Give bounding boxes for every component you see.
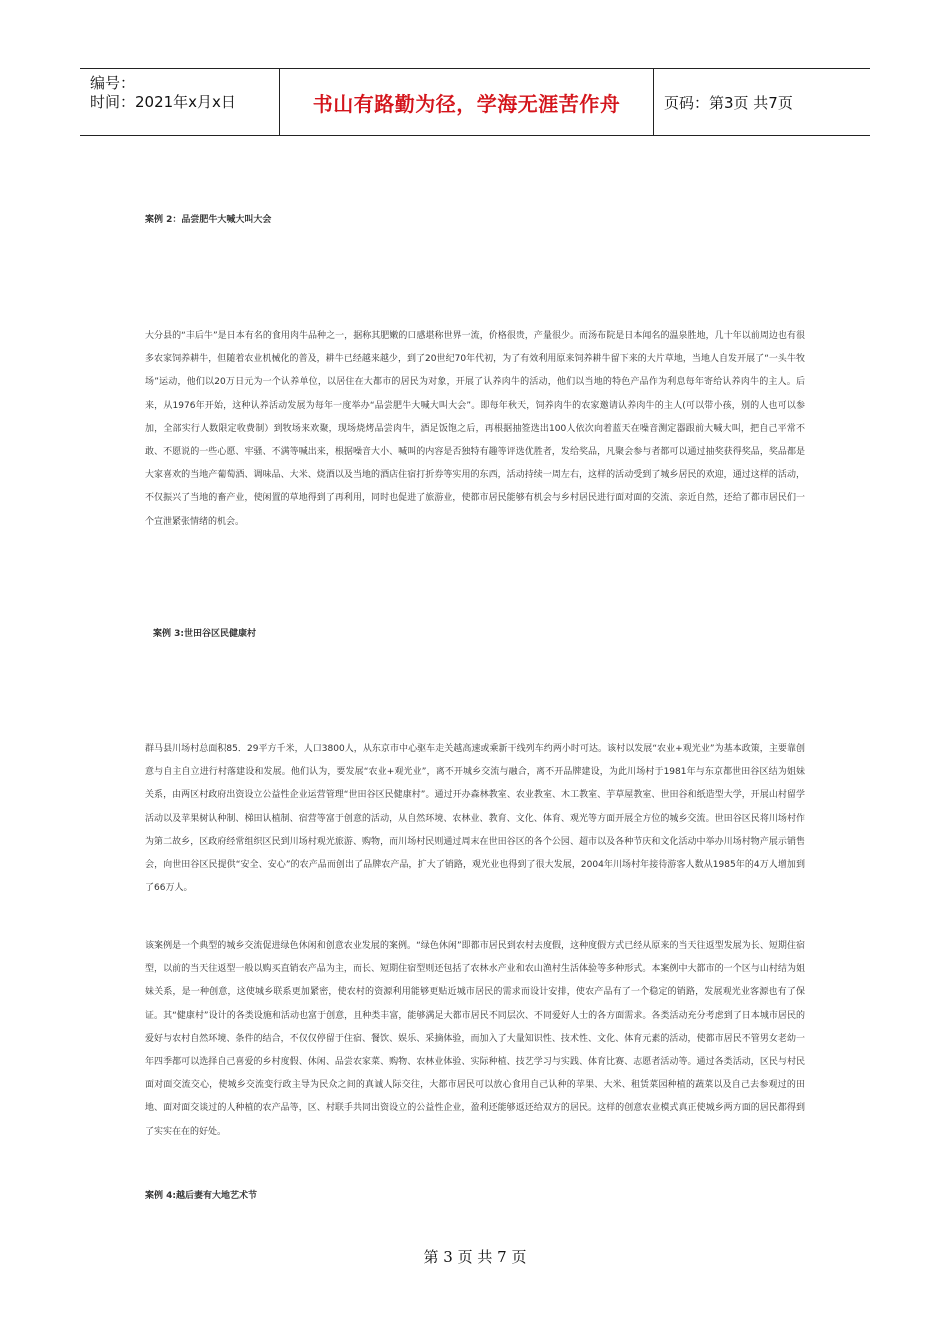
page-footer: 第 3 页 共 7 页 bbox=[423, 1248, 527, 1266]
case3-paragraph-2: 该案例是一个典型的城乡交流促进绿色休闲和创意农业发展的案例。“绿色休闲”即都市居民到农村去度假，这种度假方式已经从原来的当天往返型发展为长、短期住宿型，以前的当天往返型一般以购买直销农产品为主，而长、短期住宿型则还包括了农林水产业和农山渔村生活体验等多种形式。本案例中大都市的一个区与山村结为姐妹关系，是一种创意，这使城乡联系更加紧密，使农村的资源利用能够更贴近城市居民的需求而设计安排，使农产品有了一个稳定的销路，发展观光业客源也有了保证。其“健康村”设计的各类设施和活动也富于创意，且种类丰富，能够满足大都市居民不同层次、不同爱好人士的各方面需求。各类活动充分考虑到了日本城市居民的爱好与农村自然环境、条件的结合，不仅仅停留于住宿、餐饮、娱乐、采摘体验，而加入了大量知识性、技术性、文化、体育元素的活动，使都市居民不管男女老幼一年四季都可以选择自己喜爱的乡村度假、休闲、品尝农家菜、购物、农林业体验、实际种植、技艺学习与实践、体育比赛、志愿者活动等。通过各类活动，区民与村民面对面交流交心，使城乡交流变行政主导为民众之间的真诚人际交往，大都市居民可以放心食用自己认种的苹果、大米、租赁菜园种植的蔬菜以及自己去参观过的田地、面对面交谈过的人种植的农产品等，区、村联手共同出资设立的公益性企业，盈利还能够返还给双方的居民。这样的创意农业模式真正使城乡两方面的居民都得到了实实在在的好处。 bbox=[145, 941, 805, 1137]
case3-title: 案例 3:世田谷区民健康村 bbox=[153, 629, 256, 639]
case2-title: 案例 2：品尝肥牛大喊大叫大会 bbox=[145, 215, 272, 225]
header-meta bbox=[80, 69, 280, 135]
page-header bbox=[80, 68, 870, 136]
header-page-number: 页码：第3页 共7页 bbox=[664, 93, 793, 112]
case2-paragraph: 大分县的“丰后牛”是日本有名的食用肉牛品种之一，据称其肥嫩的口感堪称世界一流，价格很贵，产量很少。而汤布院是日本闻名的温泉胜地，几十年以前周边也有很多农家饲养耕牛，但随着农业机械化的普及，耕牛已经越来越少，到了20世纪70年代初，为了有效利用原来饲养耕牛留下来的大片草地，当地人自发开展了“一头牛牧场”运动，他们以20万日元为一个认养单位，以居住在大都市的居民为对象，开展了认养肉牛的活动，他们以当地的特色产品作为利息每年寄给认养肉牛的主人。后来，从1976年开始，这种认养活动发展为每年一度举办“品尝肥牛大喊大叫大会”。即每年秋天，饲养肉牛的农家邀请认养肉牛的主人(可以带小孩，别的人也可以参加，全部实行人数限定收费制）到牧场来欢聚，现场烧烤品尝肉牛，酒足饭饱之后，再根据抽签选出100人依次向着蓝天在噪音测定器跟前大喊大叫，把自己平常不敢、不愿说的一些心愿、牢骚、不满等喊出来，根据噪音大小、喊叫的内容是否独特有趣等评选优胜者，发给奖品，凡聚会参与者都可以通过抽奖获得奖品，奖品都是大家喜欢的当地产葡萄酒、调味品、大米、烧酒以及当地的酒店住宿打折券等实用的东西，活动持续一周左右，这样的活动受到了城乡居民的欢迎，通过这样的活动，不仅振兴了当地的畜产业，使闲置的草地得到了再利用，同时也促进了旅游业，使都市居民能够有机会与乡村居民进行面对面的交流、亲近自然，还给了都市居民们一个宣泄紧张情绪的机会。 bbox=[145, 331, 805, 527]
document-date: 时间：2021年x月x日 bbox=[90, 93, 236, 111]
document-number: 编号： bbox=[90, 74, 136, 92]
case3-paragraph-1: 群马县川场村总面积85．29平方千米，人口3800人，从东京市中心驱车走关越高速或乘新干线列车约两小时可达。该村以发展“农业+观光业”为基本政策，主要靠创意与自主自立进行村落建设和发展。他们认为，要发展“农业+观光业”，离不开城乡交流与融合，离不开品牌建设，为此川场村于1981年与东京都世田谷区结为姐妹关系，由两区村政府出资设立公益性企业运营管理“世田谷区民健康村”。通过开办森林教室、农业教室、木工教室、芋草屋教室、世田谷和纸造型大学，开展山村留学活动以及苹果树认种制、梯田认植制、宿营等富于创意的活动，从自然环境、农林业、教育、文化、体育、观光等方面开展全方位的城乡交流。世田谷区民将川场村作为第二故乡，区政府经常组织区民到川场村观光旅游、购物，而川场村民则通过周末在世田谷区的各个公园、超市以及各种节庆和文化活动中举办川场村物产展示销售会，向世田谷区民提供“安全、安心”的农产品而创出了品牌农产品，扩大了销路，观光业也得到了很大发展，2004年川场村年接待游客人数从1985年的4万人增加到了66万人。 bbox=[145, 744, 805, 894]
header-motto: 书山有路勤为径，学海无涯苦作舟 bbox=[280, 69, 654, 135]
case4-title: 案例 4:越后妻有大地艺术节 bbox=[145, 1191, 257, 1201]
